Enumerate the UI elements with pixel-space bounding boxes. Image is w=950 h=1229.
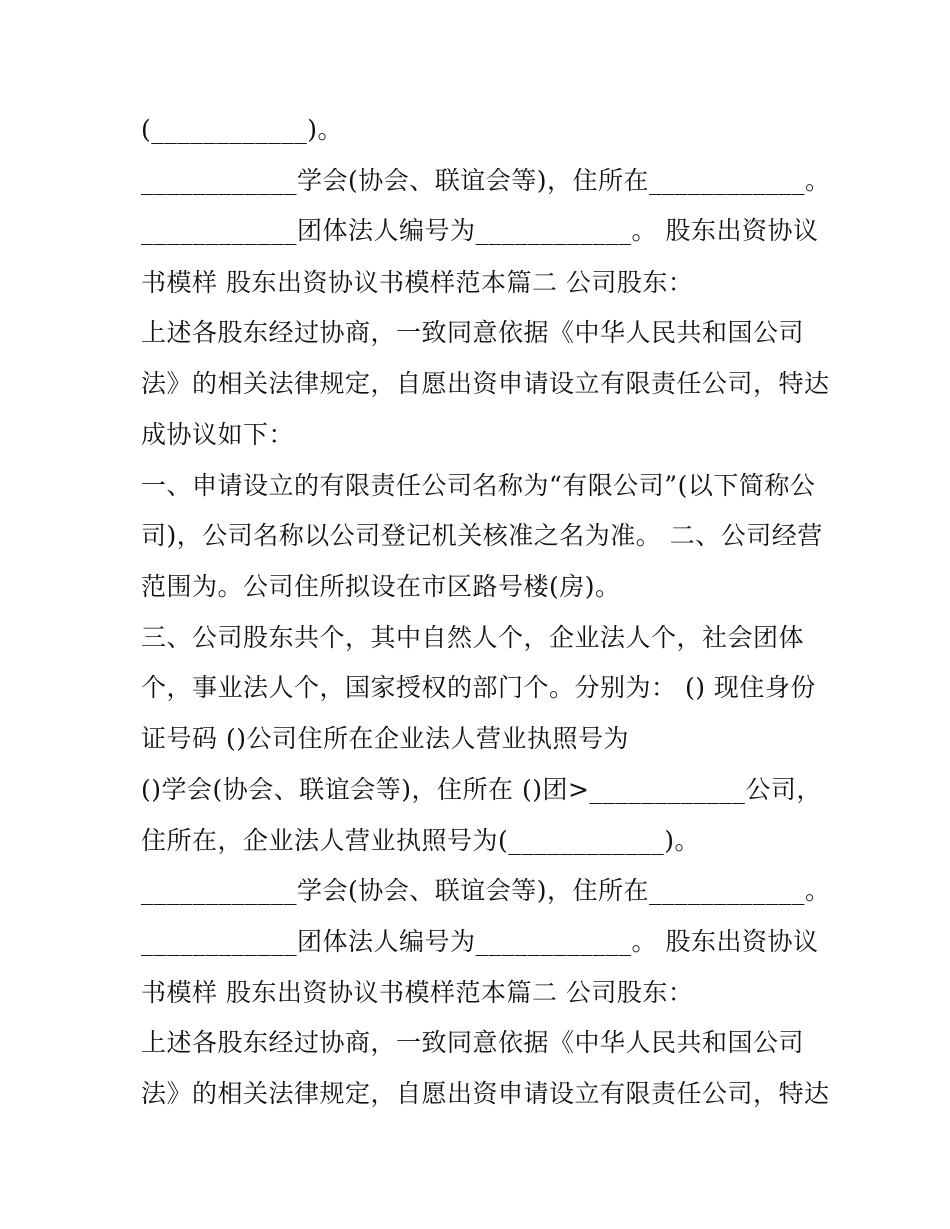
text-line: 书模样 股东出资协议书模样范本篇二 公司股东： (141, 978, 694, 1007)
text-line: 书模样 股东出资协议书模样范本篇二 公司股东： (141, 268, 694, 297)
text-line: 法》的相关法律规定，自愿出资申请设立有限责任公司，特达 (141, 1079, 830, 1108)
text-line: 上述各股东经过协商，一致同意依据《中华人民共和国公司 (141, 318, 805, 347)
text-line: ____________团体法人编号为____________。 股东出资协议 (141, 216, 819, 245)
text-line: 三、公司股东共个，其中自然人个，企业法人个，社会团体 (141, 623, 805, 652)
text-line: ____________学会(协会、联谊会等)，住所在____________。 (141, 166, 831, 195)
text-line: 一、申请设立的有限责任公司名称为“有限公司”(以下简称公 (141, 471, 816, 500)
text-line: 成协议如下： (141, 420, 295, 449)
text-line: 上述各股东经过协商，一致同意依据《中华人民共和国公司 (141, 1028, 805, 1057)
text-line: 证号码 ()公司住所在企业法人营业执照号为 (141, 724, 629, 753)
text-line: ()学会(协会、联谊会等)，住所在 ()团>____________公司， (141, 775, 822, 804)
text-line: 司)，公司名称以公司登记机关核准之名为准。 二、公司经营 (141, 521, 823, 550)
text-line: 范围为。公司住所拟设在市区路号楼(房)。 (141, 572, 621, 601)
text-line: (____________)。 (141, 115, 344, 144)
text-line: ____________团体法人编号为____________。 股东出资协议 (141, 927, 819, 956)
text-line: ____________学会(协会、联谊会等)，住所在____________。 (141, 876, 831, 905)
text-line: 法》的相关法律规定，自愿出资申请设立有限责任公司，特达 (141, 369, 830, 398)
text-line: 个，事业法人个，国家授权的部门个。分别为： () 现住身份 (141, 673, 816, 702)
text-line: 住所在，企业法人营业执照号为(____________)。 (141, 826, 701, 855)
